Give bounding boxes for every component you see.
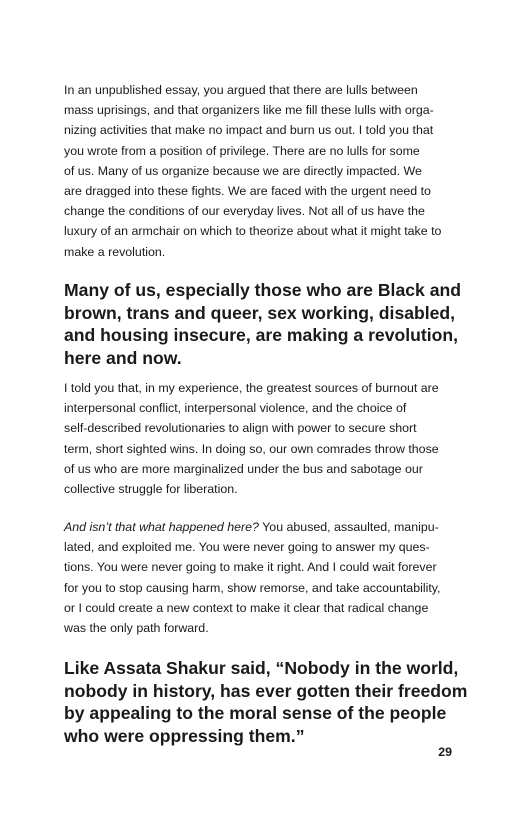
pull-quote-line: Like Assata Shakur said, “Nobody in the world, [64,658,459,678]
italic-question: And isn’t that what happened here? [64,520,259,534]
text-line: you wrote from a position of privilege. There are no lulls for some [64,143,420,158]
pull-quote-1 [64,279,464,369]
pull-quote-line: nobody in history, has ever gotten their freedom [64,680,468,701]
text-line: of us. Many of us organize because we are directly impacted. We [64,163,422,178]
pull-quote-line: brown, trans and queer, sex working, disabled, [64,302,456,323]
text-line: of us who are more marginalized under the bus and sabotage our [64,461,423,476]
pull-quote-line: who were oppressing them.” [64,725,305,746]
text-line: In an unpublished essay, you argued that there are lulls between [64,83,418,97]
text-line: change the conditions of our everyday lives. Not all of us have the [64,204,425,219]
text-line: term, short sighted wins. In doing so, our own comrades throw those [64,441,439,456]
text-line: collective struggle for liberation. [64,482,238,497]
pull-quote-line: by appealing to the moral sense of the people [64,703,447,724]
text-line: interpersonal conflict, interpersonal violence, and the choice of [64,401,407,416]
pull-quote-line: and housing insecure, are making a revolution, [64,325,458,346]
text-line: for you to stop causing harm, show remorse, and take accountability, [64,580,441,595]
text-line: mass uprisings, and that organizers like me fill these lulls with orga- [64,103,434,118]
page-number: 29 [438,745,452,759]
body-paragraph-2 [64,378,466,499]
pull-quote-line: here and now. [64,347,182,368]
text-line: or I could create a new context to make it clear that radical change [64,600,429,615]
text-line: tions. You were never going to make it right. And I could wait forever [64,560,437,575]
body-paragraph-1 [64,80,466,262]
text-fragment: You abused, assaulted, manipu- [258,520,439,534]
text-line: lated, and exploited me. You were never going to answer my ques- [64,540,430,555]
text-line: make a revolution. [64,244,166,259]
text-line: I told you that, in my experience, the greatest sources of burnout are [64,381,439,395]
text-line: nizing activities that make no impact and burn us out. I told you that [64,123,434,138]
text-line [64,517,466,537]
text-line: self-described revolutionaries to align with power to secure short [64,421,417,436]
text-line: luxury of an armchair on which to theorize about what it might take to [64,224,442,239]
pull-quote-2 [64,657,468,747]
text-line: are dragged into these fights. We are faced with the urgent need to [64,184,431,199]
text-line: was the only path forward. [64,621,209,636]
body-paragraph-3 [64,517,466,638]
pull-quote-line: Many of us, especially those who are Black and [64,280,461,300]
